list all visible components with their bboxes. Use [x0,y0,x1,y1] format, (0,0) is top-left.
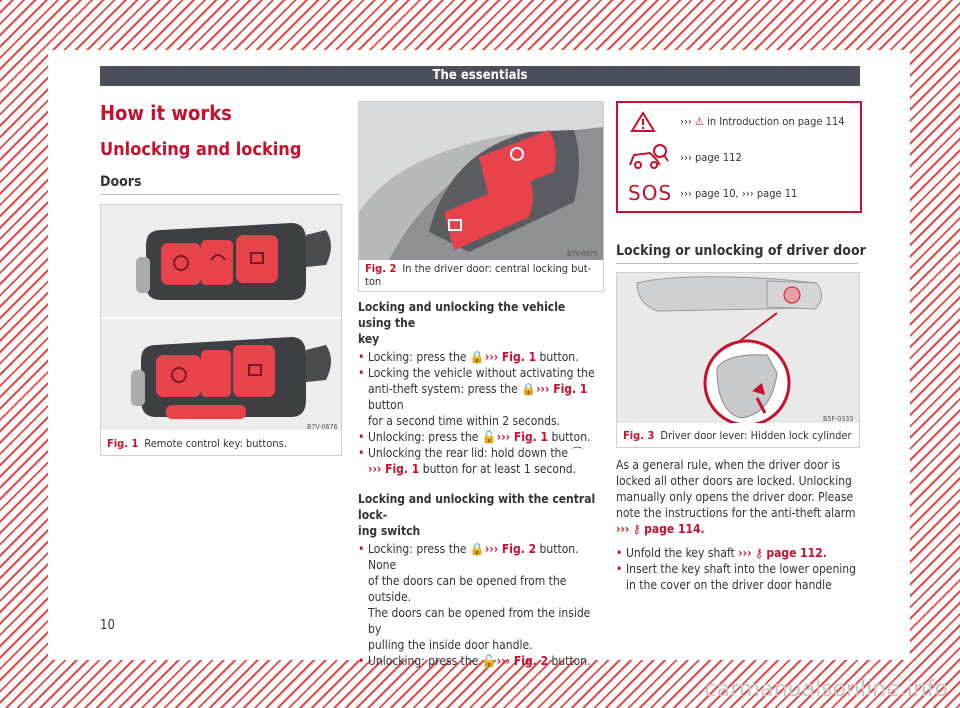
heading-rule [616,263,858,264]
heading-rule [100,194,340,195]
fig-link[interactable]: ››› Fig. 2 [484,542,537,556]
fig-link[interactable]: ››› Fig. 2 [496,654,549,668]
unlock-icon: 🔓 [481,430,497,444]
page-number: 10 [100,618,115,633]
warning-icon [630,111,656,133]
fig-link[interactable]: ››› Fig. 1 [496,430,549,444]
section-header: The essentials [100,66,860,86]
figure-caption: Fig. 3 Driver door lever: Hidden lock cylinder [623,429,852,442]
page-link[interactable]: page 112. [766,546,827,560]
figure-code: B7V-0676 [307,423,338,431]
anti-theft-car-icon: ⚷ [754,546,763,560]
figure-3 [616,272,860,448]
car-rear-lid-icon: ⌒ [571,446,584,460]
figure-caption: Fig. 2 In the driver door: central locking but- ton [365,262,592,288]
list-item: • Insert the key shaft into the lower opening in the cover on the driver door handle [616,561,860,593]
list-item: • Locking the vehicle without activating the anti-theft system: press the 🔒››› Fig. 1 button for a second time within 2 seconds. [358,365,602,429]
door-handle-illustration [617,273,859,423]
figure-2 [358,101,604,292]
figure-1 [100,204,342,456]
reference-row: ››› page 112 [680,151,742,164]
remote-key-illustration [101,205,341,430]
heading-driver-door: Locking or unlocking of driver door [616,243,866,259]
heading-how-it-works: How it works [100,101,232,125]
list-item: • Locking: press the 🔒››› Fig. 2 button. None of the doors can be opened from the outside. The doors can be opened from the inside by pulling the inside door handle. [358,541,602,653]
reference-box [616,101,862,213]
unlock-icon: 🔓 [481,654,497,668]
heading-unlocking-locking: Unlocking and locking [100,139,302,160]
watermark: carmanualsonline.info [704,677,948,702]
page-link[interactable]: ››› [738,546,752,560]
sos-icon: SOS [628,181,673,205]
lock-icon: 🔒 [521,382,537,396]
figure-label: Fig. 3 [623,429,655,442]
figure-code: B5F-0333 [823,415,854,423]
list-item: • Unfold the key shaft ››› ⚷ page 112. [616,545,860,561]
fig-link[interactable]: ››› Fig. 1 [536,382,588,396]
lock-icon: 🔒 [469,542,485,556]
paragraph: As a general rule, when the driver door is locked all other doors are locked. Unlocking manually only opens the driver door. Please note the instructions for the anti-theft alarm ››› ⚷ page 114. [616,458,856,536]
body-column-2 [358,299,602,669]
fig-link[interactable]: ››› Fig. 1 [368,462,420,476]
figure-label: Fig. 1 [107,437,139,450]
reference-row: ››› page 10, ››› page 11 [680,187,798,200]
lock-icon: 🔒 [469,350,485,364]
subheading-key: Locking and unlocking the vehicle using the key [358,300,566,346]
list-item: • Locking: press the 🔒››› Fig. 1 button. [358,349,602,365]
door-lock-button-illustration [359,102,603,260]
body-column-3 [616,457,860,593]
anti-theft-car-icon [626,143,670,171]
list-item: • Unlocking the rear lid: hold down the ⌒ ››› Fig. 1 button for at least 1 second. [358,445,602,477]
figure-code: B7V-0675 [567,250,598,258]
anti-theft-car-icon: ⚷ [632,522,641,536]
figure-caption: Fig. 1 Remote control key: buttons. [107,437,287,450]
list-item: • Unlocking: press the 🔓››› Fig. 1 button. [358,429,602,445]
subheading-central-lock: Locking and unlocking with the central lock- ing switch [358,492,596,538]
reference-row: ››› ⚠ in Introduction on page 114 [680,115,845,128]
heading-doors: Doors [100,174,142,190]
page-link[interactable]: ››› [616,522,630,536]
figure-label: Fig. 2 [365,262,397,275]
list-item: • Unlocking: press the 🔓››› Fig. 2 button. [358,653,602,669]
fig-link[interactable]: ››› Fig. 1 [484,350,537,364]
warning-small-icon: ⚠ [695,115,704,128]
page-link[interactable]: page 114. [644,522,705,536]
